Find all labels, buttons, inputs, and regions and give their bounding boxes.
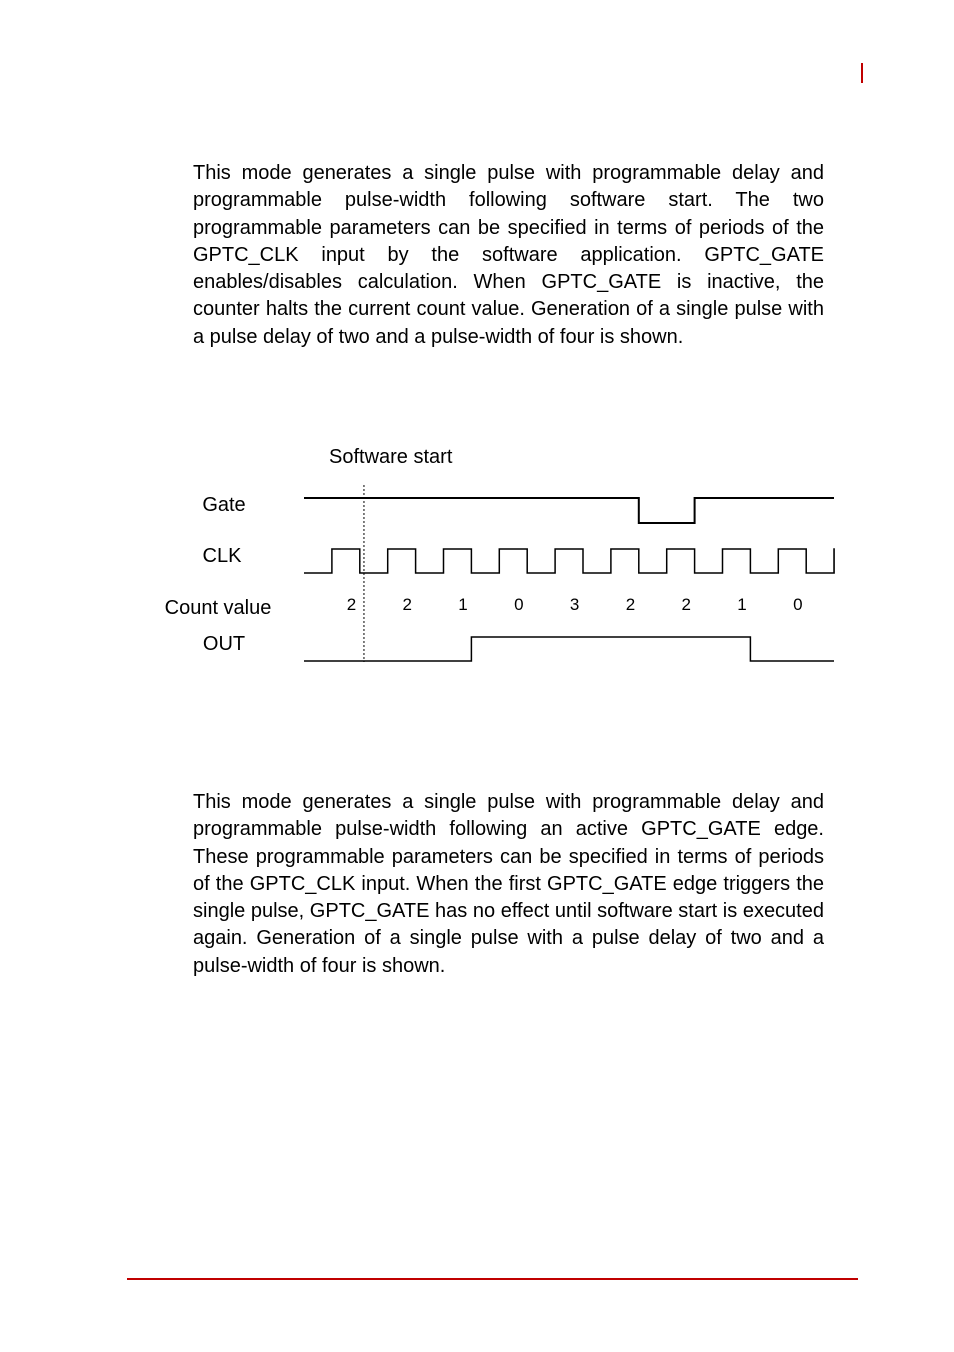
count-value-item: 2 [625, 595, 636, 614]
count-value-item: 2 [681, 595, 691, 614]
count-value-item: 2 [346, 595, 357, 614]
count-value-item: 0 [793, 595, 803, 614]
timing-diagram-svg [0, 430, 954, 680]
software-start-label: Software start [329, 446, 453, 468]
count-value-item: 0 [514, 595, 524, 614]
count-value-item: 3 [569, 595, 580, 614]
count-value-item: 1 [737, 595, 747, 614]
clk-label: CLK [202, 545, 242, 567]
count-value-item: 1 [458, 595, 468, 614]
clk-waveform [304, 549, 834, 573]
gate-label: Gate [202, 494, 246, 516]
out-waveform [304, 637, 834, 661]
footer-rule [127, 1278, 858, 1280]
header-accent-mark [861, 63, 863, 83]
count-values [347, 595, 803, 614]
gate-waveform [304, 498, 834, 523]
out-label: OUT [202, 633, 246, 655]
timing-diagram [0, 430, 954, 680]
count-value-label: Count value [164, 597, 272, 619]
paragraph-gate-edge-mode: This mode generates a single pulse with programmable delay and programmable pulse-width following an active GPTC_GATE edge. These programmable parameters can be specified in terms of periods of the GPTC_CLK input. When the first GPTC_GATE edge triggers the single pulse, GPTC_GATE has no effect until software start is executed again. Generation of a single pulse with a pulse delay of two and a pulse-width of four is shown. [193, 791, 824, 977]
count-value-item: 2 [402, 595, 412, 614]
paragraph-software-start-mode: This mode generates a single pulse with programmable delay and programmable pulse-width following software start. The two programmable parameters can be specified in terms of periods of the GPTC_CLK input by the software application. GPTC_GATE enables/disables calculation. When GPTC_GATE is inactive, the counter halts the current count value. Generation of a single pulse with a pulse delay of two and a pulse-width of four is shown. [193, 162, 824, 348]
